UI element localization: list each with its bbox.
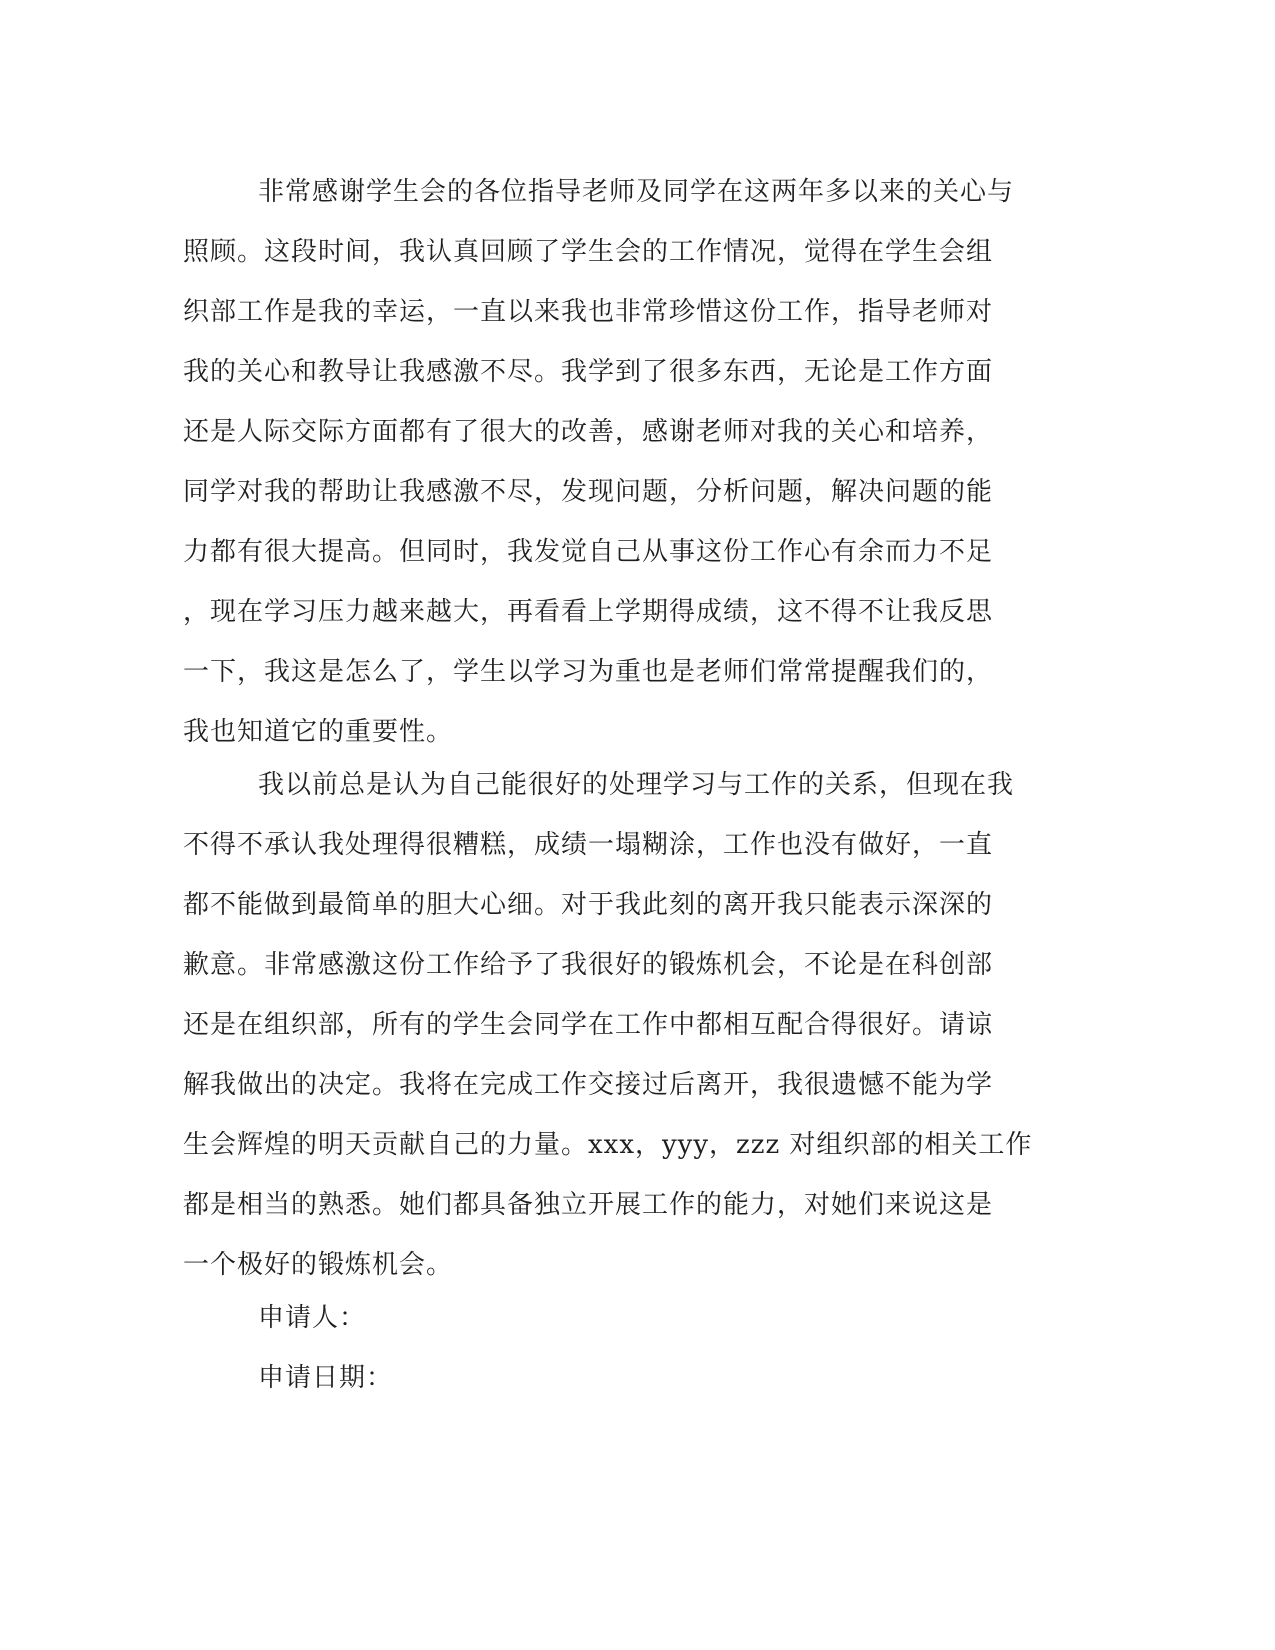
paragraph-2 xyxy=(183,755,1063,1295)
paragraph-line: 力都有很大提高。但同时，我发觉自己从事这份工作心有余而力不足 xyxy=(183,537,994,567)
signature-block xyxy=(183,1288,1063,1408)
paragraph-line: 都是相当的熟悉。她们都具备独立开展工作的能力，对她们来说这是 xyxy=(183,1190,994,1220)
paragraph-line: ，现在学习压力越来越大，再看看上学期得成绩，这不得不让我反思 xyxy=(183,597,994,627)
paragraph-line: 我也知道它的重要性。 xyxy=(183,717,454,747)
paragraph-line: 非常感谢学生会的各位指导老师及同学在这两年多以来的关心与 xyxy=(258,177,1015,207)
paragraph-line: 一下，我这是怎么了，学生以学习为重也是老师们常常提醒我们的， xyxy=(183,657,994,687)
paragraph-line: 照顾。这段时间，我认真回顾了学生会的工作情况，觉得在学生会组 xyxy=(183,237,994,267)
paragraph-line: 我以前总是认为自己能很好的处理学习与工作的关系，但现在我 xyxy=(258,770,1015,800)
date-label: 申请日期： xyxy=(258,1363,394,1393)
paragraph-line: 歉意。非常感激这份工作给予了我很好的锻炼机会，不论是在科创部 xyxy=(183,950,994,980)
paragraph-line: 织部工作是我的幸运，一直以来我也非常珍惜这份工作，指导老师对 xyxy=(183,297,994,327)
paragraph-line: 不得不承认我处理得很糟糕，成绩一塌糊涂，工作也没有做好，一直 xyxy=(183,830,994,860)
paragraph-line: 我的关心和教导让我感激不尽。我学到了很多东西，无论是工作方面 xyxy=(183,357,994,387)
paragraph-1 xyxy=(183,162,1063,762)
paragraph-line: 还是在组织部，所有的学生会同学在工作中都相互配合得很好。请谅 xyxy=(183,1010,994,1040)
applicant-label: 申请人： xyxy=(258,1303,367,1333)
paragraph-line: 同学对我的帮助让我感激不尽，发现问题，分析问题，解决问题的能 xyxy=(183,477,994,507)
paragraph-line: 还是人际交际方面都有了很大的改善，感谢老师对我的关心和培养， xyxy=(183,417,994,447)
paragraph-line: 生会辉煌的明天贡献自己的力量。xxx，yyy，zzz 对组织部的相关工作 xyxy=(183,1130,1033,1160)
paragraph-line: 解我做出的决定。我将在完成工作交接过后离开，我很遗憾不能为学 xyxy=(183,1070,994,1100)
paragraph-line: 都不能做到最简单的胆大心细。对于我此刻的离开我只能表示深深的 xyxy=(183,890,994,920)
paragraph-line: 一个极好的锻炼机会。 xyxy=(183,1250,454,1280)
